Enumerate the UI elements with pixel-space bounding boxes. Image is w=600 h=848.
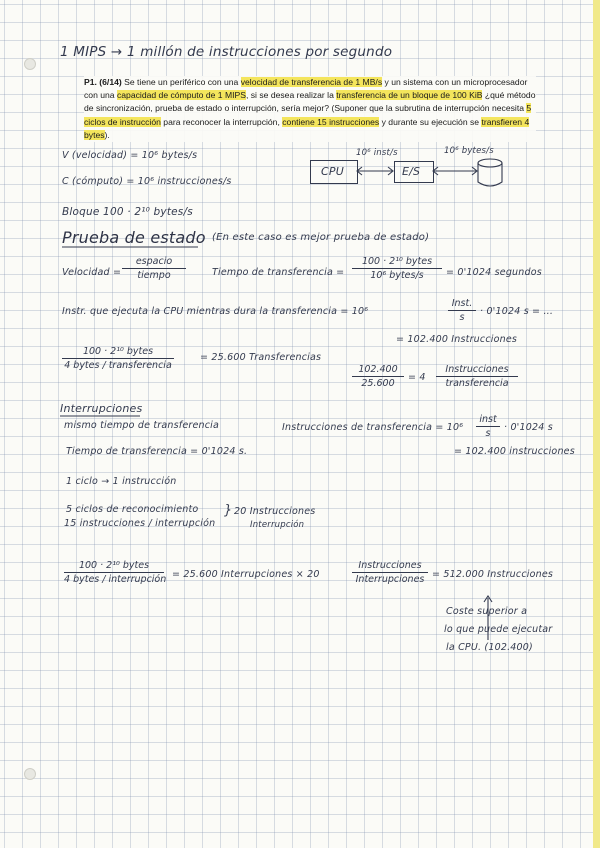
fraction-numerator: Instrucciones bbox=[445, 364, 509, 375]
coste-line2: lo que puede ejecutar bbox=[444, 624, 553, 635]
tiempo-label: Tiempo de transferencia = bbox=[212, 267, 345, 278]
fraction-numerator: 100 · 2¹⁰ bytes bbox=[78, 560, 150, 571]
fraction-denominator: tiempo bbox=[137, 270, 171, 281]
brace-icon: } bbox=[224, 503, 233, 518]
coste-line1: Coste superior a bbox=[446, 606, 528, 617]
page-edge-margin bbox=[593, 0, 600, 848]
fraction-denominator: 25.600 bbox=[361, 378, 395, 389]
fraction-denominator: Interrupciones bbox=[355, 574, 425, 585]
prueba-note: (En este caso es mejor prueba de estado) bbox=[212, 232, 430, 243]
disk-top bbox=[478, 159, 502, 167]
fraction-numerator: inst bbox=[479, 414, 497, 425]
fraction-denominator: transferencia bbox=[445, 378, 509, 389]
fraction-numerator: espacio bbox=[135, 256, 173, 267]
reconoc-line1: 5 ciclos de reconocimiento bbox=[66, 504, 199, 515]
transfer-result: = 25.600 Transferencias bbox=[200, 352, 322, 363]
fraction-bar bbox=[352, 268, 442, 269]
highlight-block-size: transferencia de un bloque de 100 KiB bbox=[336, 90, 483, 101]
fraction-bar bbox=[448, 310, 476, 311]
fraction-numerator: 102.400 bbox=[358, 364, 398, 375]
fraction-denominator: s bbox=[485, 428, 491, 439]
highlight-compute-capacity: capacidad de cómputo de 1 MIPS bbox=[116, 90, 246, 101]
instr-mult: · 0'1024 s = ... bbox=[480, 306, 554, 317]
fraction-bar bbox=[352, 572, 428, 573]
fraction-bar bbox=[64, 572, 164, 573]
instr-label: Instr. que ejecuta la CPU mientras dura la transferencia = 10⁶ bbox=[62, 306, 369, 317]
reconoc-result2: Interrupción bbox=[250, 520, 305, 530]
int-instr-label: Instrucciones de transferencia = 10⁶ bbox=[282, 422, 464, 433]
problem-text: y durante su ejecución se bbox=[379, 116, 482, 127]
diagram-rate-left: 10⁶ inst/s bbox=[356, 148, 398, 158]
mips-definition: 1 MIPS → 1 millón de instrucciones por segundo bbox=[60, 44, 393, 60]
problem-text: para reconocer la interrupción, bbox=[160, 116, 283, 127]
problem-text: , si se desea realizar la bbox=[245, 90, 337, 101]
coste-line3: la CPU. (102.400) bbox=[446, 642, 533, 653]
cpu-label: CPU bbox=[321, 165, 344, 178]
instr-result: = 102.400 Instrucciones bbox=[396, 334, 518, 345]
problem-text: Se tiene un periférico con una bbox=[121, 77, 241, 87]
calc-mid: = 25.600 Interrupciones × 20 bbox=[172, 569, 320, 580]
tiempo-fraction bbox=[352, 256, 442, 281]
ratio-result: = 4 bbox=[408, 372, 426, 383]
calc-unit-fraction bbox=[352, 560, 428, 585]
given-velocity: V (velocidad) = 10⁶ bytes/s bbox=[62, 150, 198, 161]
fraction-numerator: 100 · 2¹⁰ bytes bbox=[82, 346, 154, 357]
fraction-bar bbox=[62, 358, 174, 359]
given-compute: C (cómputo) = 10⁶ instrucciones/s bbox=[62, 176, 232, 187]
problem-label: P1. (6/14) bbox=[84, 77, 122, 87]
problem-text: ). bbox=[104, 129, 110, 140]
fraction-denominator: 4 bytes / transferencia bbox=[64, 360, 172, 371]
int-tiempo: Tiempo de transferencia = 0'1024 s. bbox=[66, 446, 248, 457]
tiempo-result: = 0'1024 segundos bbox=[446, 267, 542, 278]
transfer-fraction bbox=[62, 346, 174, 371]
velocity-fraction bbox=[122, 256, 186, 281]
velocity-label: Velocidad = bbox=[62, 267, 122, 278]
ratio-unit-fraction bbox=[436, 364, 518, 389]
fraction-bar bbox=[352, 376, 404, 377]
fraction-bar bbox=[436, 376, 518, 377]
problem-text: y un sistema con un microprocesador con una bbox=[84, 77, 528, 101]
fraction-bar bbox=[122, 268, 186, 269]
es-label: E/S bbox=[402, 165, 421, 178]
fraction-numerator: Instrucciones bbox=[358, 560, 422, 571]
section-title-interrupciones: Interrupciones bbox=[60, 402, 143, 415]
reconoc-line2: 15 instrucciones / interrupción bbox=[64, 518, 216, 529]
diagram-rate-right: 10⁶ bytes/s bbox=[444, 146, 494, 156]
fraction-bar bbox=[476, 426, 500, 427]
highlight-bytes: transfieren 4 bytes bbox=[84, 116, 530, 140]
mismo-tiempo: mismo tiempo de transferencia bbox=[64, 420, 220, 431]
highlight-transfer-rate: velocidad de transferencia de 1 MB/s bbox=[240, 77, 383, 87]
highlight-instructions: contiene 15 instrucciones bbox=[282, 116, 380, 127]
int-instr-result: = 102.400 instrucciones bbox=[454, 446, 575, 457]
int-instr-fraction bbox=[476, 414, 500, 439]
highlight-cycles: 5 ciclos de instrucción bbox=[84, 103, 532, 127]
int-ciclo: 1 ciclo → 1 instrucción bbox=[66, 476, 177, 487]
ratio-fraction bbox=[352, 364, 404, 389]
section-title-prueba: Prueba de estado bbox=[62, 228, 206, 247]
fraction-numerator: Inst. bbox=[451, 298, 473, 309]
given-block: Bloque 100 · 2¹⁰ bytes/s bbox=[62, 206, 193, 218]
fraction-numerator: 100 · 2¹⁰ bytes bbox=[361, 256, 433, 267]
fraction-denominator: 10⁶ bytes/s bbox=[370, 270, 424, 281]
int-instr-mult: · 0'1024 s bbox=[504, 422, 553, 433]
calc-result: = 512.000 Instrucciones bbox=[432, 569, 554, 580]
fraction-denominator: 4 bytes / interrupción bbox=[64, 574, 167, 585]
reconoc-result1: 20 Instrucciones bbox=[234, 506, 316, 517]
fraction-denominator: s bbox=[459, 312, 465, 323]
problem-text: ¿qué método de sincronización, prueba de estado o interrupción, sería mejor? (Suponer que la subrutina de interrupción necesita bbox=[84, 90, 536, 114]
instr-fraction bbox=[448, 298, 476, 323]
calc-fraction bbox=[64, 560, 167, 585]
